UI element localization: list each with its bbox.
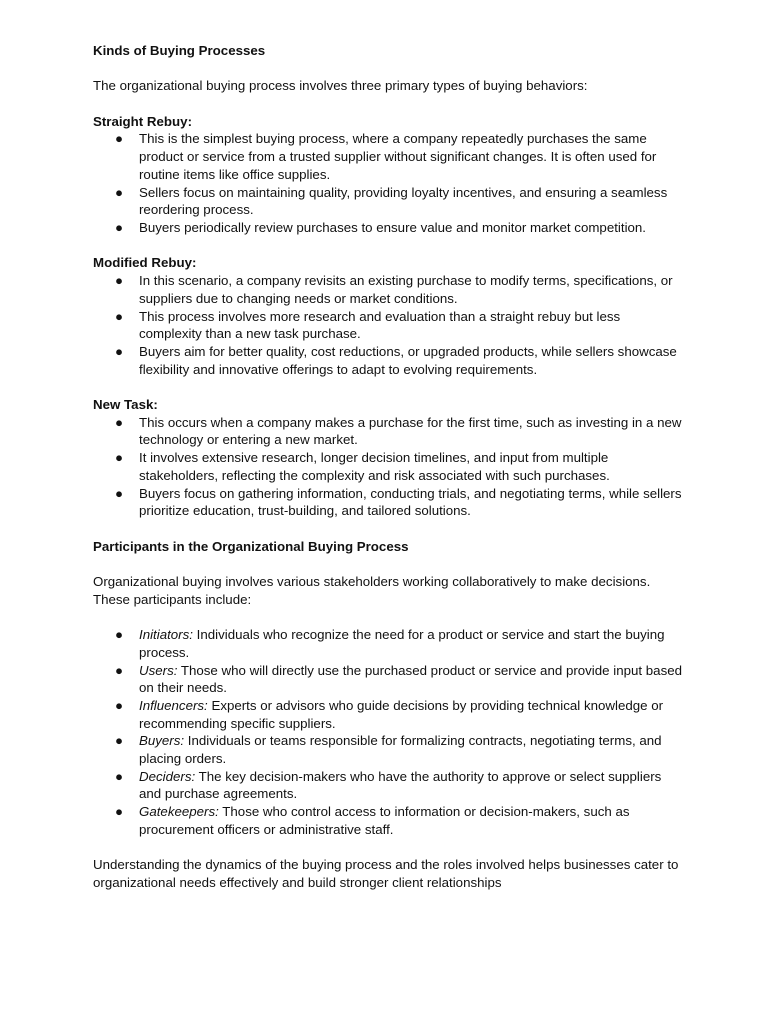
participants-list <box>93 626 683 838</box>
list-item: ● Buyers: Individuals or teams responsible for formalizing contracts, negotiating terms, and placing orders. <box>115 733 662 767</box>
bullet-icon: ● <box>115 450 124 466</box>
bullet-icon: ● <box>115 220 124 235</box>
modified-rebuy-heading: Modified Rebuy: <box>93 255 197 271</box>
bullet-icon: ● <box>115 697 124 713</box>
participant-term: Initiators: <box>139 627 193 643</box>
participant-term: Users: <box>139 662 178 678</box>
list-item: ● Buyers periodically review purchases to ensure value and monitor market competition. <box>115 220 647 235</box>
list-item: ● Users: Those who will directly use the purchased product or service and provide input based on their needs. <box>115 662 683 696</box>
bullet-icon: ● <box>115 131 124 147</box>
bullet-icon: ● <box>115 343 124 359</box>
list-item: ● Influencers: Experts or advisors who guide decisions by providing technical knowledge or recommending specific suppliers. <box>115 697 664 731</box>
participant-term: Buyers: <box>139 733 185 749</box>
bullet-icon: ● <box>115 273 124 289</box>
list-item: ● This occurs when a company makes a purchase for the first time, such as investing in a new technology or entering a new market. <box>115 414 682 448</box>
bullet-icon: ● <box>115 627 124 643</box>
bullet-icon: ● <box>115 768 124 784</box>
new-task-list <box>93 414 683 520</box>
participant-term: Deciders: <box>139 768 196 784</box>
list-item: ● Buyers focus on gathering information, conducting trials, and negotiating terms, while sellers prioritize education, trust-building, and tailored solutions. <box>115 485 682 519</box>
new-task-heading: New Task: <box>93 397 158 412</box>
bullet-icon: ● <box>115 485 124 501</box>
bullet-icon: ● <box>115 733 124 749</box>
participant-term: Gatekeepers: <box>139 804 219 820</box>
modified-rebuy-list <box>93 272 683 378</box>
kinds-heading: Kinds of Buying Processes <box>93 43 266 58</box>
straight-rebuy-heading: Straight Rebuy: <box>93 113 192 129</box>
bullet-icon: ● <box>115 804 124 820</box>
participants-intro: Organizational buying involves various stakeholders working collaboratively to make decisions. These participants include: <box>93 574 651 607</box>
list-item: ● Sellers focus on maintaining quality, providing loyalty incentives, and ensuring a seamless reordering process. <box>115 184 668 218</box>
list-item: ● This is the simplest buying process, where a company repeatedly purchases the same product or service from a trusted supplier without significant changes. It is often used for routine items like office supplies. <box>115 131 657 182</box>
list-item: ● Initiators: Individuals who recognize the need for a product or service and start the buying process. <box>115 627 665 660</box>
list-item: ● It involves extensive research, longer decision timelines, and input from multiple stakeholders, reflecting the complexity and risk associated with such purchases. <box>115 450 610 483</box>
list-item: ● In this scenario, a company revisits an existing purchase to modify terms, specifications, or suppliers due to changing needs or market conditions. <box>115 273 673 306</box>
list-item: ● Deciders: The key decision-makers who have the authority to approve or select suppliers and purchase agreements. <box>115 768 662 802</box>
list-item: ● This process involves more research and evaluation than a straight rebuy but less complexity than a new task purchase. <box>115 308 621 342</box>
participant-term: Influencers: <box>139 697 208 713</box>
list-item: ● Buyers aim for better quality, cost reductions, or upgraded products, while sellers showcase flexibility and innovative offerings to adapt to evolving requirements. <box>115 343 677 377</box>
participants-heading: Participants in the Organizational Buying Process <box>93 538 409 554</box>
bullet-icon: ● <box>115 184 124 200</box>
conclusion-paragraph: Understanding the dynamics of the buying process and the roles involved helps businesses cater to organizational needs effectively and build stronger client relationships <box>93 857 679 890</box>
straight-rebuy-list <box>93 130 683 236</box>
kinds-intro: The organizational buying process involves three primary types of buying behaviors: <box>93 78 588 94</box>
bullet-icon: ● <box>115 414 124 430</box>
list-item: ● Gatekeepers: Those who control access to information or decision-makers, such as procurement officers or administrative staff. <box>115 804 630 837</box>
bullet-icon: ● <box>115 662 124 678</box>
bullet-icon: ● <box>115 308 124 324</box>
document-page <box>93 42 683 892</box>
